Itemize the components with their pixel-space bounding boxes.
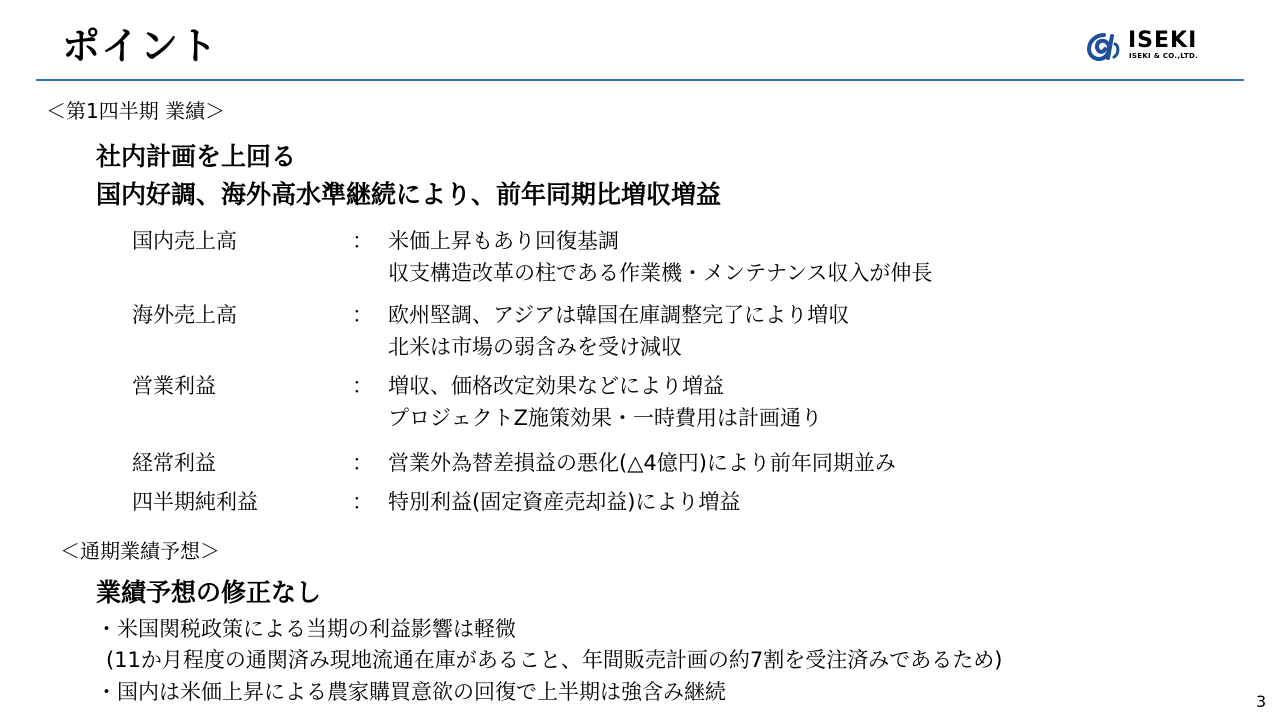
item-detail: 欧州堅調、アジアは韓国在庫調整完了により増収 [388,303,850,327]
headline-q1-1: 社内計画を上回る [96,142,297,171]
headline-q1-2: 国内好調、海外高水準継続により、前年同期比増収増益 [96,180,722,209]
bullet-item: ・国内は米価上昇による農家購買意欲の回復で上半期は強含み継続 [96,680,726,704]
headline-forecast: 業績予想の修正なし [96,578,322,607]
item-detail: 北米は市場の弱含みを受け減収 [388,335,682,359]
item-colon: ： [352,229,373,253]
bullet-item: (11か月程度の通関済み現地流通在庫があること、年間販売計画の約7割を受注済みであるため) [106,648,1003,672]
item-detail: 営業外為替差損益の悪化(△4億円)により前年同期並み [388,451,896,475]
item-label-domestic-sales: 国内売上高 [132,229,237,253]
item-label-operating-income: 営業利益 [132,374,216,398]
item-detail: 収支構造改革の柱である作業機・メンテナンス収入が伸長 [388,261,933,285]
logo-company: ISEKI & CO.,LTD. [1129,52,1199,60]
item-colon: ： [352,374,373,398]
logo-name: ISEKI [1128,28,1198,53]
iseki-logo [1086,30,1226,66]
item-detail: プロジェクトZ施策効果・一時費用は計画通り [388,406,822,430]
item-detail: 特別利益(固定資産売却益)により増益 [388,490,741,514]
item-label-ordinary-income: 経常利益 [132,451,216,475]
item-label-overseas-sales: 海外売上高 [132,303,237,327]
slide-title: ポイント [62,24,219,68]
item-colon: ： [352,451,373,475]
item-colon: ： [352,303,373,327]
item-colon: ： [352,490,373,514]
item-detail: 増収、価格改定効果などにより増益 [388,374,724,398]
iseki-logo-mark-icon [1086,32,1122,62]
page-number: 3 [1256,692,1267,711]
item-detail: 米価上昇もあり回復基調 [388,229,619,253]
bullet-item: ・米国関税政策による当期の利益影響は軽微 [96,617,516,641]
title-divider [36,79,1244,81]
item-label-net-income: 四半期純利益 [132,490,258,514]
section-label-forecast: ＜通期業績予想＞ [60,539,220,563]
section-label-q1: ＜第1四半期 業績＞ [46,99,226,123]
